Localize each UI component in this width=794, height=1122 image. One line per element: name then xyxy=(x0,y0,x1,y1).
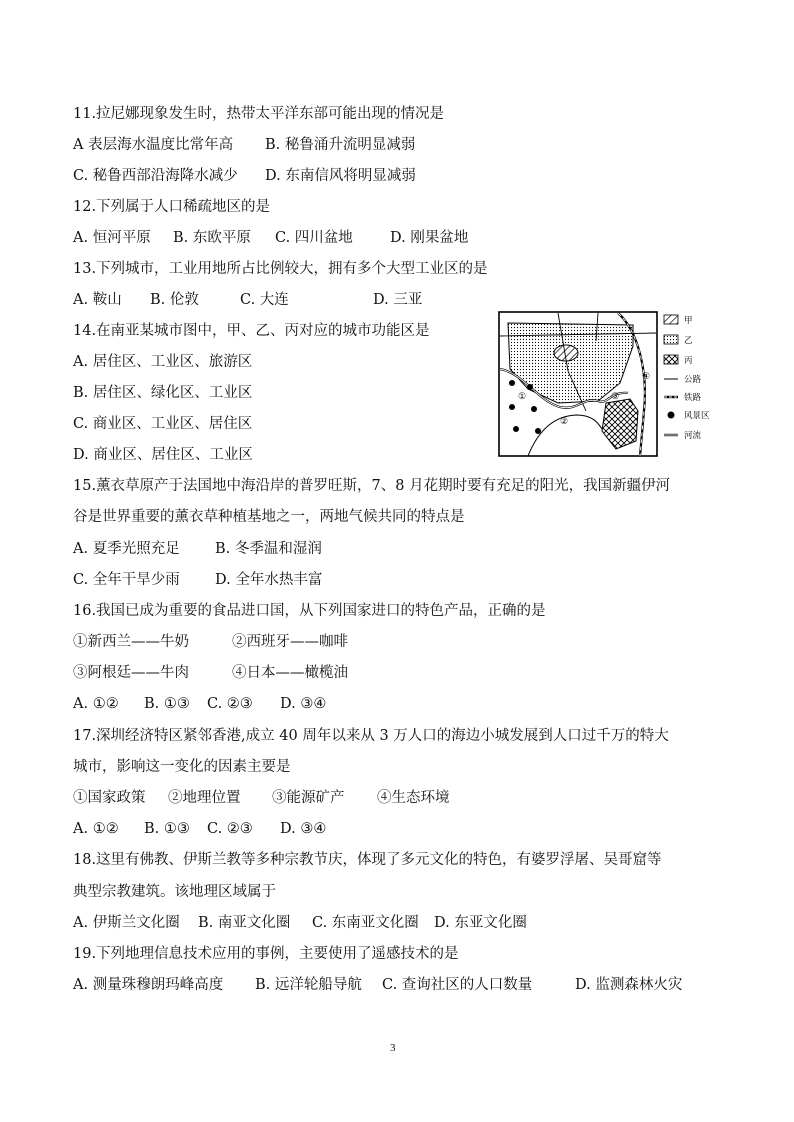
q13-option-a: A. 鞍山 xyxy=(73,292,122,308)
q12-option-b: B. 东欧平原 xyxy=(173,230,251,246)
q19-option-c: C. 查询社区的人口数量 xyxy=(382,977,533,993)
q16-item-3: ③阿根廷——牛肉 xyxy=(73,665,189,681)
map-legend xyxy=(664,315,710,441)
q11-option-c: C. 秘鲁西部沿海降水减少 xyxy=(73,168,238,184)
q17-option-a: A. ①② xyxy=(73,821,119,837)
q15-option-d: D. 全年水热丰富 xyxy=(215,572,323,588)
legend-road: 公路 xyxy=(684,375,702,385)
page-number: 3 xyxy=(390,1042,396,1054)
map-marker-1: ① xyxy=(518,392,527,402)
q19-option-b: B. 远洋轮船导航 xyxy=(255,977,362,993)
legend-bing: 丙 xyxy=(684,356,693,366)
q14-option-d: D. 商业区、居住区、工业区 xyxy=(73,447,253,463)
q13-stem: 13.下列城市，工业用地所占比例较大，拥有多个大型工业区的是 xyxy=(73,261,488,277)
q17-stem-line2: 城市，影响这一变化的因素主要是 xyxy=(73,759,291,775)
q15-option-c: C. 全年干旱少雨 xyxy=(73,572,180,588)
q16-item-2: ②西班牙——咖啡 xyxy=(232,634,348,650)
q15-option-a: A. 夏季光照充足 xyxy=(73,541,180,557)
q11-stem: 11.拉尼娜现象发生时，热带太平洋东部可能出现的情况是 xyxy=(73,106,445,122)
q16-option-a: A. ①② xyxy=(73,696,119,712)
q12-stem: 12.下列属于人口稀疏地区的是 xyxy=(73,199,271,215)
q15-stem-line2: 谷是世界重要的薰衣草种植基地之一，两地气候共同的特点是 xyxy=(73,509,465,525)
q12-option-a: A. 恒河平原 xyxy=(73,230,151,246)
q17-stem-line1: 17.深圳经济特区紧邻香港,成立 40 周年以来从 3 万人口的海边小城发展到人口过千万的特大 xyxy=(73,728,669,744)
q11-option-d: D. 东南信风将明显减弱 xyxy=(265,168,416,184)
q18-option-b: B. 南亚文化圈 xyxy=(198,915,291,931)
q14-option-c: C. 商业区、工业区、居住区 xyxy=(73,416,253,432)
q14-stem: 14.在南亚某城市图中，甲、乙、丙对应的城市功能区是 xyxy=(73,323,430,339)
q15-option-b: B. 冬季温和湿润 xyxy=(215,541,322,557)
q15-stem-line1: 15.薰衣草原产于法国地中海沿岸的普罗旺斯，7、8 月花期时要有充足的阳光，我国新疆伊河 xyxy=(73,478,671,494)
q17-item-1: ①国家政策 xyxy=(73,790,146,806)
q17-item-4: ④生态环境 xyxy=(377,790,450,806)
q18-stem-line1: 18.这里有佛教、伊斯兰教等多种宗教节庆，体现了多元文化的特色，有婆罗浮屠、吴哥窟等 xyxy=(73,852,662,868)
q14-option-b: B. 居住区、绿化区、工业区 xyxy=(73,385,253,401)
legend-jia: 甲 xyxy=(684,316,693,326)
q17-option-b: B. ①③ xyxy=(144,821,190,837)
q18-option-d: D. 东亚文化圈 xyxy=(434,915,527,931)
legend-scenic: 风景区 xyxy=(684,411,710,421)
q19-stem: 19.下列地理信息技术应用的事例，主要使用了遥感技术的是 xyxy=(73,946,459,962)
q16-option-c: C. ②③ xyxy=(207,696,253,712)
q17-option-d: D. ③④ xyxy=(280,821,327,837)
q12-option-d: D. 刚果盆地 xyxy=(390,230,469,246)
q16-stem: 16.我国已成为重要的食品进口国，从下列国家进口的特色产品，正确的是 xyxy=(73,603,546,619)
q13-option-c: C. 大连 xyxy=(240,292,289,308)
q14-option-a: A. 居住区、工业区、旅游区 xyxy=(73,354,253,370)
city-function-map xyxy=(498,311,758,461)
q11-option-b: B. 秘鲁涌升流明显减弱 xyxy=(265,137,416,153)
legend-railway: 铁路 xyxy=(684,393,702,403)
q18-stem-line2: 典型宗教建筑。该地理区域属于 xyxy=(73,884,276,900)
map-marker-2: ② xyxy=(560,417,569,427)
q17-option-c: C. ②③ xyxy=(207,821,253,837)
q17-item-2: ②地理位置 xyxy=(168,790,241,806)
q16-option-b: B. ①③ xyxy=(144,696,190,712)
q18-option-c: C. 东南亚文化圈 xyxy=(312,915,419,931)
map-marker-3: ③ xyxy=(611,392,620,402)
q12-option-c: C. 四川盆地 xyxy=(275,230,353,246)
legend-yi: 乙 xyxy=(684,336,693,346)
q16-item-4: ④日本——橄榄油 xyxy=(232,665,348,681)
map-marker-4: ④ xyxy=(642,372,651,382)
q16-option-d: D. ③④ xyxy=(280,696,327,712)
q19-option-d: D. 监测森林火灾 xyxy=(575,977,683,993)
q11-option-a: A 表层海水温度比常年高 xyxy=(73,137,234,153)
q16-item-1: ①新西兰——牛奶 xyxy=(73,634,189,650)
q18-option-a: A. 伊斯兰文化圈 xyxy=(73,915,180,931)
q17-item-3: ③能源矿产 xyxy=(272,790,345,806)
legend-river: 河流 xyxy=(684,431,702,441)
q19-option-a: A. 测量珠穆朗玛峰高度 xyxy=(73,977,224,993)
q13-option-d: D. 三亚 xyxy=(373,292,423,308)
q13-option-b: B. 伦敦 xyxy=(150,292,199,308)
